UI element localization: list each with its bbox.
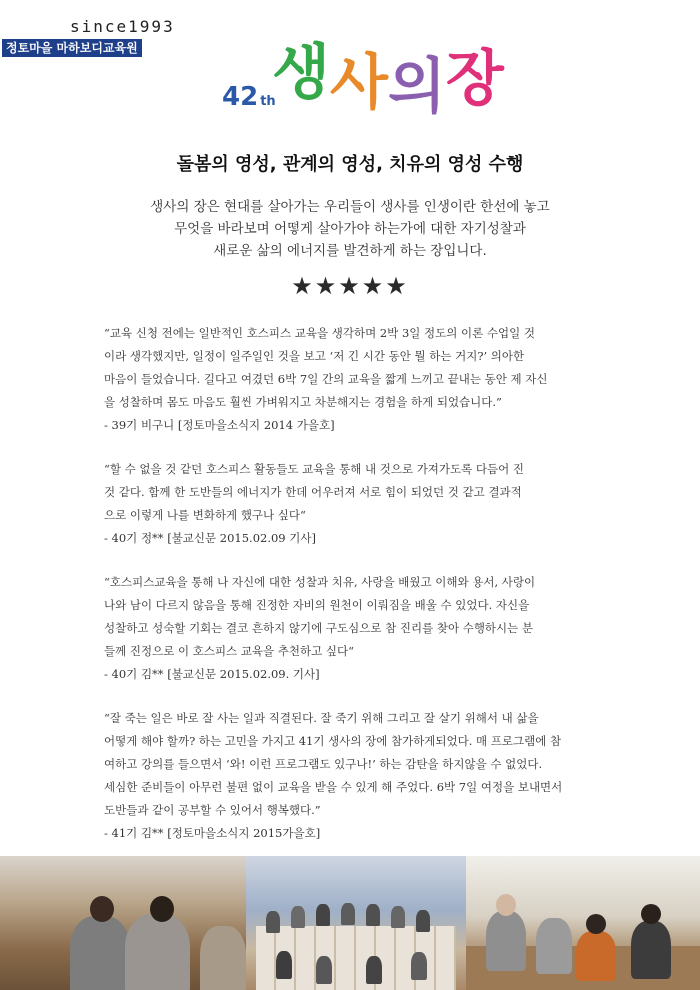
edition-number xyxy=(222,82,276,112)
testimonial-line: “잘 죽는 일은 바로 잘 사는 일과 직결된다. 잘 죽기 위해 그리고 잘 살기 위해서 내 삶을 xyxy=(104,711,539,725)
testimonial-line: 도반들과 같이 공부할 수 있어서 행복했다.” xyxy=(104,803,321,817)
testimonial-line: 들께 진정으로 이 호스피스 교육을 추천하고 싶다“ xyxy=(104,644,354,658)
testimonial-line: 것 같다. 함께 한 도반들의 에너지가 한데 어우러져 서로 힘이 되었던 것 같고 결과적 xyxy=(104,485,522,499)
intro-line: 새로운 삶의 에너지를 발견하게 하는 장입니다. xyxy=(213,243,487,259)
testimonial-line: 성찰하고 성숙할 기회는 결코 흔하지 않기에 구도심으로 참 진리를 찾아 수행하시는 분 xyxy=(104,621,534,635)
testimonial xyxy=(104,571,652,686)
testimonial-line: 어떻게 해야 할까? 하는 고민을 가지고 41기 생사의 장에 참가하게되었다. 매 프로그램에 참 xyxy=(104,734,562,748)
testimonial-list xyxy=(104,322,652,866)
testimonial-source: - 39기 비구니 [정토마을소식지 2014 가을호] xyxy=(104,418,335,432)
since-label: since1993 xyxy=(70,17,175,36)
testimonial-line: 이라 생각했지만, 일정이 일주일인 것을 보고 ‘저 긴 시간 동안 뭘 하는 거지?’ 의아한 xyxy=(104,349,525,363)
testimonial xyxy=(104,322,652,437)
title-char-1: 생 xyxy=(272,38,330,108)
intro-line: 무엇을 바라보며 어떻게 살아가야 하는가에 대한 자기성찰과 xyxy=(174,221,526,237)
testimonial-line: 마음이 들었습니다. 길다고 여겼던 6박 7일 간의 교육을 짧게 느끼고 끝내는 동안 제 자신 xyxy=(104,372,548,386)
testimonial xyxy=(104,707,652,845)
title-char-3: 의 xyxy=(387,52,446,122)
testimonial-line: 세심한 준비들이 아무런 불편 없이 교육을 받을 수 있게 해 주었다. 6박 7일 여정을 보내면서 xyxy=(104,780,563,794)
photo-strip xyxy=(0,856,700,990)
testimonial-line: “교육 신청 전에는 일반적인 호스피스 교육을 생각하며 2박 3일 정도의 이론 수업일 것 xyxy=(104,326,535,340)
title-char-4: 장 xyxy=(445,44,504,114)
testimonial xyxy=(104,458,652,550)
headline: 돌봄의 영성, 관계의 영성, 치유의 영성 수행 xyxy=(176,154,524,175)
testimonial-line: “할 수 없을 것 같던 호스피스 활동들도 교육을 통해 내 것으로 가져가도록 다듬어 진 xyxy=(104,462,524,476)
testimonial-source: - 40기 정** [불교신문 2015.02.09 기사] xyxy=(104,531,316,545)
rating-stars: ★★★★★ xyxy=(291,272,409,300)
photo-circle-gathering xyxy=(246,856,466,990)
photo-seated-participants xyxy=(466,856,700,990)
testimonial-line: 으로 이렇게 나를 변화하게 했구나 싶다“ xyxy=(104,508,306,522)
org-name-badge: 정토마을 마하보디교육원 xyxy=(2,39,142,57)
title-char-2: 사 xyxy=(329,48,388,118)
intro-text xyxy=(0,196,700,262)
photo-hugging xyxy=(0,856,246,990)
edition-suffix: th xyxy=(260,94,276,109)
testimonial-source: - 40기 김** [불교신문 2015.02.09. 기사] xyxy=(104,667,320,681)
testimonial-line: “호스피스교육을 통해 나 자신에 대한 성찰과 치유, 사랑을 배웠고 이해와 용서, 사랑이 xyxy=(104,575,536,589)
testimonial-line: 을 성찰하며 몸도 마음도 훨씬 가벼워지고 차분해지는 경험을 하게 되었습니다.” xyxy=(104,395,502,409)
testimonial-source: - 41기 김** [정토마을소식지 2015가을호] xyxy=(104,826,321,840)
event-title-logo xyxy=(272,38,504,122)
intro-line: 생사의 장은 현대를 살아가는 우리들이 생사를 인생이란 한선에 놓고 xyxy=(150,199,550,215)
edition-value: 42 xyxy=(222,82,259,112)
testimonial-line: 나와 남이 다르지 않음을 통해 진정한 자비의 원천이 이뤄짐을 배울 수 있었다. 자신을 xyxy=(104,598,530,612)
testimonial-line: 여하고 강의를 들으면서 ‘와! 이런 프로그램도 있구나!’ 하는 감탄을 하지않을 수 없었다. xyxy=(104,757,543,771)
